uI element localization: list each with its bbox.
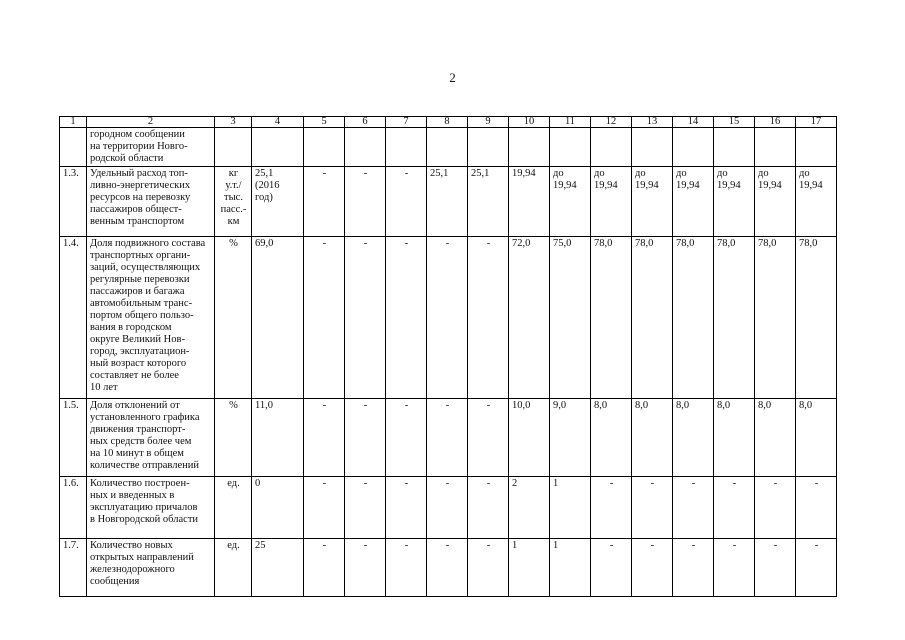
- value-cell: -: [304, 539, 345, 597]
- value-cell: 1: [509, 539, 550, 597]
- value-cell: -: [427, 237, 468, 399]
- column-header-2: 2: [87, 117, 215, 128]
- value-cell: [304, 128, 345, 167]
- value-cell: [550, 128, 591, 167]
- value-cell: 8,0: [796, 399, 837, 477]
- value-cell: 9,0: [550, 399, 591, 477]
- unit-cell: [215, 128, 252, 167]
- value-cell: -: [673, 539, 714, 597]
- column-header-11: 11: [550, 117, 591, 128]
- value-cell: -: [468, 539, 509, 597]
- value-cell: [427, 128, 468, 167]
- value-cell: -: [304, 399, 345, 477]
- value-cell: [632, 128, 673, 167]
- table-row: [60, 167, 837, 237]
- value-cell: -: [755, 477, 796, 539]
- value-cell: -: [591, 477, 632, 539]
- value-cell: 8,0: [591, 399, 632, 477]
- indicator-description: Количество новых открытых направлений железнодорожного сообщения: [87, 539, 215, 597]
- value-cell: -: [427, 477, 468, 539]
- value-cell: -: [427, 539, 468, 597]
- value-cell: 0: [252, 477, 304, 539]
- value-cell: -: [304, 237, 345, 399]
- value-cell: [796, 128, 837, 167]
- table-row: [60, 399, 837, 477]
- header-row: [60, 117, 837, 128]
- value-cell: 78,0: [796, 237, 837, 399]
- unit-cell: кг у.т./ тыс. пасс.- км: [215, 167, 252, 237]
- value-cell: -: [345, 539, 386, 597]
- value-cell: -: [796, 477, 837, 539]
- page-number: 2: [449, 70, 456, 85]
- table-row: [60, 539, 837, 597]
- value-cell: 8,0: [673, 399, 714, 477]
- column-header-16: 16: [755, 117, 796, 128]
- value-cell: [755, 128, 796, 167]
- value-cell: -: [468, 477, 509, 539]
- row-number: 1.6.: [60, 477, 87, 539]
- value-cell: [252, 128, 304, 167]
- column-header-8: 8: [427, 117, 468, 128]
- value-cell: -: [386, 237, 427, 399]
- unit-cell: ед.: [215, 477, 252, 539]
- value-cell: [386, 128, 427, 167]
- value-cell: 78,0: [591, 237, 632, 399]
- value-cell: 25,1 (2016 год): [252, 167, 304, 237]
- indicators-table: [59, 116, 837, 597]
- value-cell: -: [632, 477, 673, 539]
- row-number: 1.5.: [60, 399, 87, 477]
- value-cell: -: [673, 477, 714, 539]
- table-row: [60, 477, 837, 539]
- column-header-13: 13: [632, 117, 673, 128]
- value-cell: [468, 128, 509, 167]
- column-header-6: 6: [345, 117, 386, 128]
- column-header-17: 17: [796, 117, 837, 128]
- column-header-1: 1: [60, 117, 87, 128]
- value-cell: -: [304, 167, 345, 237]
- value-cell: [673, 128, 714, 167]
- column-header-15: 15: [714, 117, 755, 128]
- indicator-description: Доля подвижного состава транспортных органи- заций, осуществляющих регулярные перевозки пассажиров и багажа автомобильным транс- портом общего пользо- вания в городском округе Великий Нов- город, эксплуатацион- ный возраст которого составляет не более 10 лет: [87, 237, 215, 399]
- value-cell: до 19,94: [550, 167, 591, 237]
- value-cell: -: [386, 477, 427, 539]
- value-cell: до 19,94: [796, 167, 837, 237]
- value-cell: 1: [550, 477, 591, 539]
- row-number: [60, 128, 87, 167]
- value-cell: [714, 128, 755, 167]
- value-cell: 78,0: [714, 237, 755, 399]
- value-cell: 1: [550, 539, 591, 597]
- unit-cell: %: [215, 399, 252, 477]
- value-cell: 25,1: [468, 167, 509, 237]
- value-cell: -: [345, 167, 386, 237]
- unit-cell: %: [215, 237, 252, 399]
- row-number: 1.3.: [60, 167, 87, 237]
- value-cell: до 19,94: [755, 167, 796, 237]
- value-cell: [591, 128, 632, 167]
- column-header-7: 7: [386, 117, 427, 128]
- column-header-4: 4: [252, 117, 304, 128]
- indicator-description: городном сообщении на территории Новго- родской области: [87, 128, 215, 167]
- column-header-10: 10: [509, 117, 550, 128]
- value-cell: 8,0: [714, 399, 755, 477]
- value-cell: 78,0: [673, 237, 714, 399]
- value-cell: 75,0: [550, 237, 591, 399]
- column-header-14: 14: [673, 117, 714, 128]
- indicator-description: Доля отклонений от установленного графика движения транспорт- ных средств более чем на 10 минут в общем количестве отправлений: [87, 399, 215, 477]
- value-cell: -: [427, 399, 468, 477]
- value-cell: -: [386, 539, 427, 597]
- value-cell: 8,0: [755, 399, 796, 477]
- value-cell: 10,0: [509, 399, 550, 477]
- column-header-5: 5: [304, 117, 345, 128]
- value-cell: -: [386, 167, 427, 237]
- value-cell: 25,1: [427, 167, 468, 237]
- value-cell: 11,0: [252, 399, 304, 477]
- column-header-3: 3: [215, 117, 252, 128]
- value-cell: -: [345, 477, 386, 539]
- value-cell: -: [345, 237, 386, 399]
- value-cell: -: [468, 399, 509, 477]
- value-cell: 78,0: [755, 237, 796, 399]
- value-cell: 25: [252, 539, 304, 597]
- value-cell: 72,0: [509, 237, 550, 399]
- unit-cell: ед.: [215, 539, 252, 597]
- row-number: 1.4.: [60, 237, 87, 399]
- table-row: [60, 237, 837, 399]
- value-cell: -: [714, 477, 755, 539]
- value-cell: до 19,94: [714, 167, 755, 237]
- row-number: 1.7.: [60, 539, 87, 597]
- value-cell: -: [468, 237, 509, 399]
- value-cell: [345, 128, 386, 167]
- value-cell: до 19,94: [632, 167, 673, 237]
- value-cell: -: [755, 539, 796, 597]
- value-cell: 78,0: [632, 237, 673, 399]
- column-header-9: 9: [468, 117, 509, 128]
- value-cell: -: [345, 399, 386, 477]
- value-cell: 2: [509, 477, 550, 539]
- value-cell: 19,94: [509, 167, 550, 237]
- value-cell: 69,0: [252, 237, 304, 399]
- value-cell: -: [714, 539, 755, 597]
- value-cell: -: [304, 477, 345, 539]
- value-cell: до 19,94: [591, 167, 632, 237]
- indicator-description: Количество построен- ных и введенных в эксплуатацию причалов в Новгородской области: [87, 477, 215, 539]
- value-cell: -: [796, 539, 837, 597]
- value-cell: до 19,94: [673, 167, 714, 237]
- table-row: [60, 128, 837, 167]
- value-cell: 8,0: [632, 399, 673, 477]
- indicator-description: Удельный расход топ- ливно-энергетических ресурсов на перевозку пассажиров общест- венным транспортом: [87, 167, 215, 237]
- value-cell: -: [632, 539, 673, 597]
- value-cell: -: [591, 539, 632, 597]
- value-cell: -: [386, 399, 427, 477]
- value-cell: [509, 128, 550, 167]
- column-header-12: 12: [591, 117, 632, 128]
